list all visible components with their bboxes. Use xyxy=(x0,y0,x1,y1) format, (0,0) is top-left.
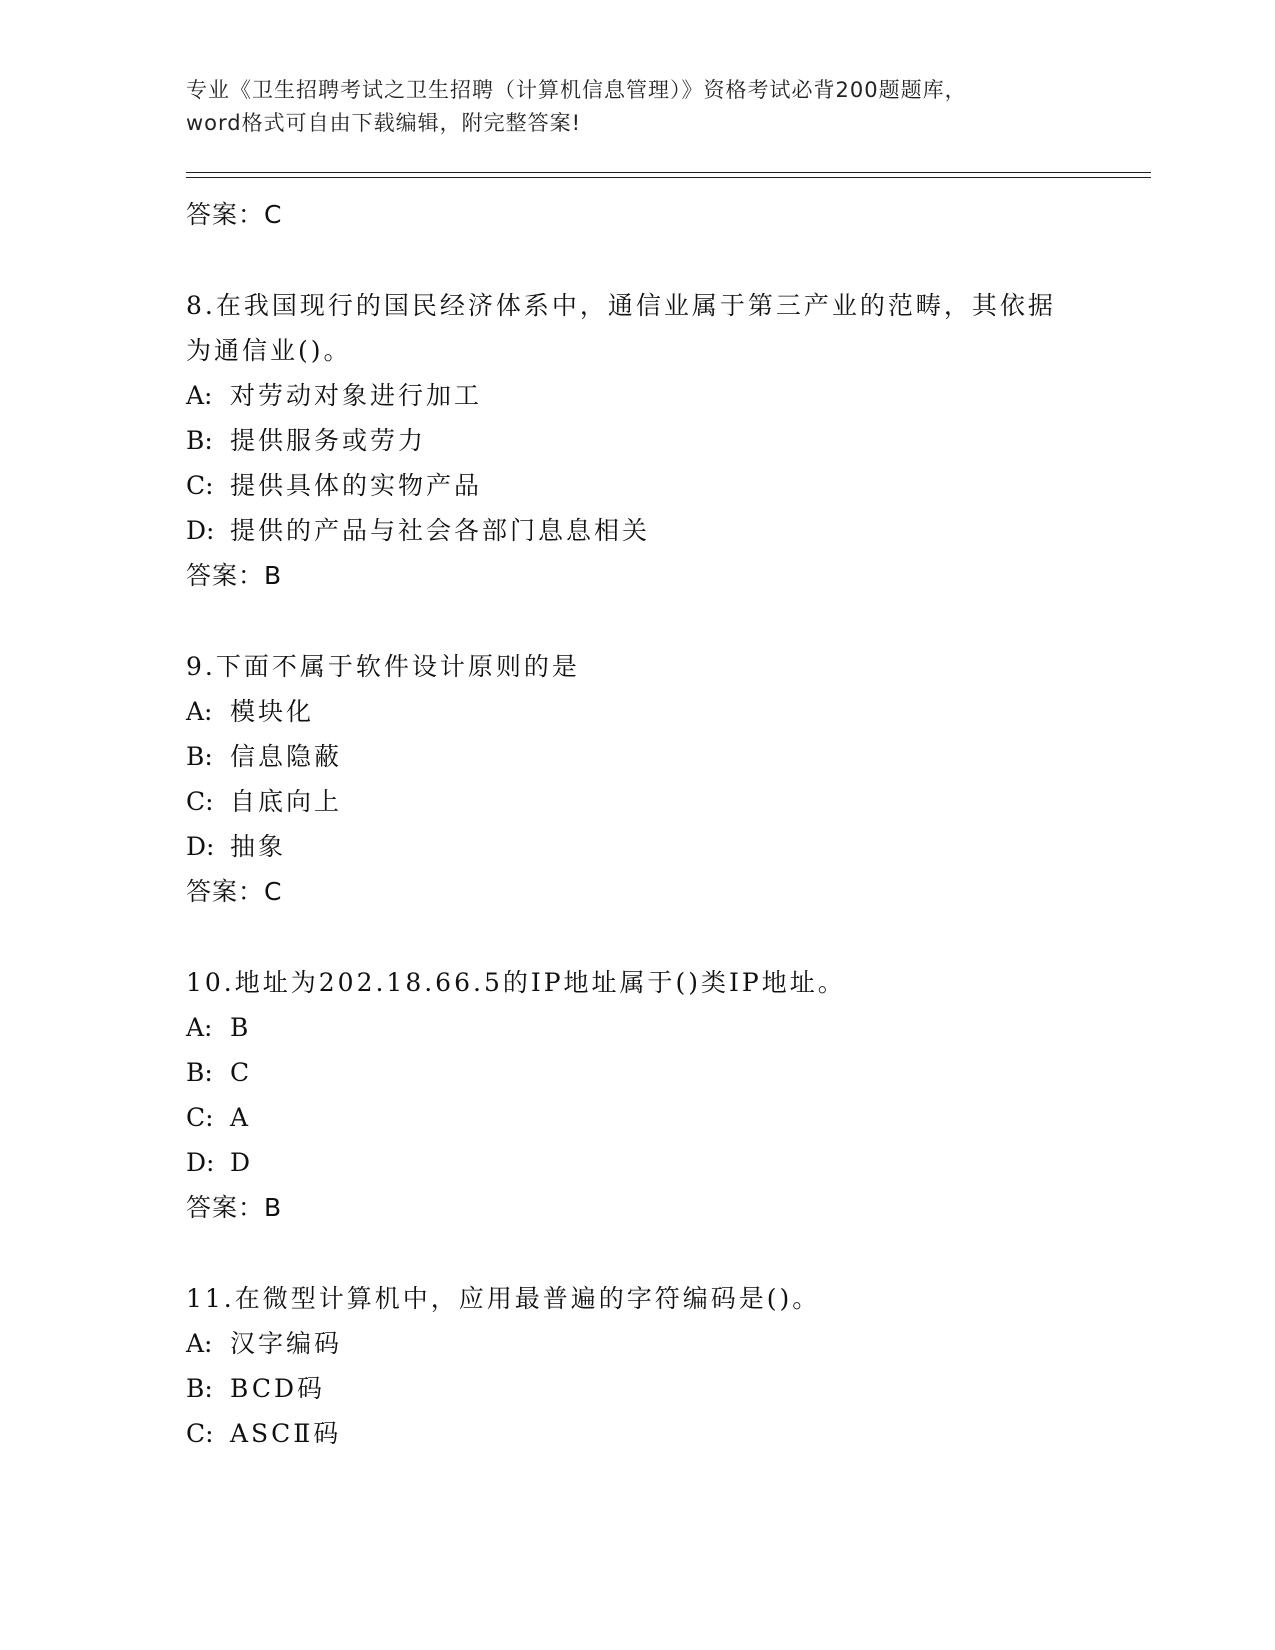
header-line-1: 专业《卫生招聘考试之卫生招聘（计算机信息管理）》资格考试必背200题题库， xyxy=(186,78,967,102)
previous-answer: 答案：C xyxy=(186,200,283,229)
header-divider-bottom xyxy=(186,177,1151,178)
option-key: B: xyxy=(186,742,213,771)
option-key: D: xyxy=(186,1148,215,1177)
option-d xyxy=(186,824,1146,869)
option-key: D: xyxy=(186,516,215,545)
option-c xyxy=(186,1411,1146,1456)
document-header xyxy=(186,74,1066,140)
option-key: C: xyxy=(186,1103,214,1132)
option-key: B: xyxy=(186,1058,213,1087)
option-key: B: xyxy=(186,426,213,455)
option-text: B xyxy=(230,1013,252,1042)
option-text: 信息隐蔽 xyxy=(230,742,343,771)
answer: 答案：C xyxy=(186,877,283,906)
option-b xyxy=(186,418,1146,463)
option-d xyxy=(186,508,1146,553)
option-key: C: xyxy=(186,471,214,500)
option-text: 提供具体的实物产品 xyxy=(230,471,483,500)
option-key: A: xyxy=(186,381,213,410)
option-text: 汉字编码 xyxy=(230,1329,343,1358)
option-text: BCD码 xyxy=(230,1374,326,1403)
question-list xyxy=(186,192,1146,1456)
option-text: 提供服务或劳力 xyxy=(230,426,427,455)
question-9 xyxy=(186,644,1146,914)
option-a xyxy=(186,689,1146,734)
option-b xyxy=(186,1366,1146,1411)
option-b xyxy=(186,1050,1146,1095)
question-8 xyxy=(186,283,1146,598)
answer: 答案：B xyxy=(186,1193,283,1222)
option-key: A: xyxy=(186,1013,213,1042)
option-b xyxy=(186,734,1146,779)
option-a xyxy=(186,373,1146,418)
option-d xyxy=(186,1140,1146,1185)
question-text: 10.地址为202.18.66.5的IP地址属于()类IP地址。 xyxy=(186,968,846,997)
option-key: C: xyxy=(186,1419,214,1448)
question-text: 8.在我国现行的国民经济体系中，通信业属于第三产业的范畴，其依据为通信业()。 xyxy=(186,291,1056,365)
question-10 xyxy=(186,960,1146,1230)
option-c xyxy=(186,463,1146,508)
question-text: 9.下面不属于软件设计原则的是 xyxy=(186,652,580,681)
answer: 答案：B xyxy=(186,561,283,590)
option-text: 对劳动对象进行加工 xyxy=(230,381,483,410)
option-c xyxy=(186,779,1146,824)
option-text: 提供的产品与社会各部门息息相关 xyxy=(230,516,651,545)
question-text: 11.在微型计算机中，应用最普遍的字符编码是()。 xyxy=(186,1284,821,1313)
option-key: D: xyxy=(186,832,215,861)
option-text: 抽象 xyxy=(230,832,287,861)
option-text: C xyxy=(230,1058,253,1087)
option-text: D xyxy=(230,1148,254,1177)
option-text: 模块化 xyxy=(230,697,315,726)
header-line-2: word格式可自由下载编辑，附完整答案! xyxy=(186,111,582,135)
option-key: B: xyxy=(186,1374,213,1403)
option-key: A: xyxy=(186,1329,213,1358)
option-text: ASCⅡ码 xyxy=(230,1419,342,1448)
option-key: A: xyxy=(186,697,213,726)
option-a xyxy=(186,1321,1146,1366)
option-c xyxy=(186,1095,1146,1140)
header-divider-top xyxy=(186,172,1151,173)
option-text: 自底向上 xyxy=(230,787,343,816)
option-text: A xyxy=(230,1103,252,1132)
question-11 xyxy=(186,1276,1146,1456)
option-a xyxy=(186,1005,1146,1050)
option-key: C: xyxy=(186,787,214,816)
